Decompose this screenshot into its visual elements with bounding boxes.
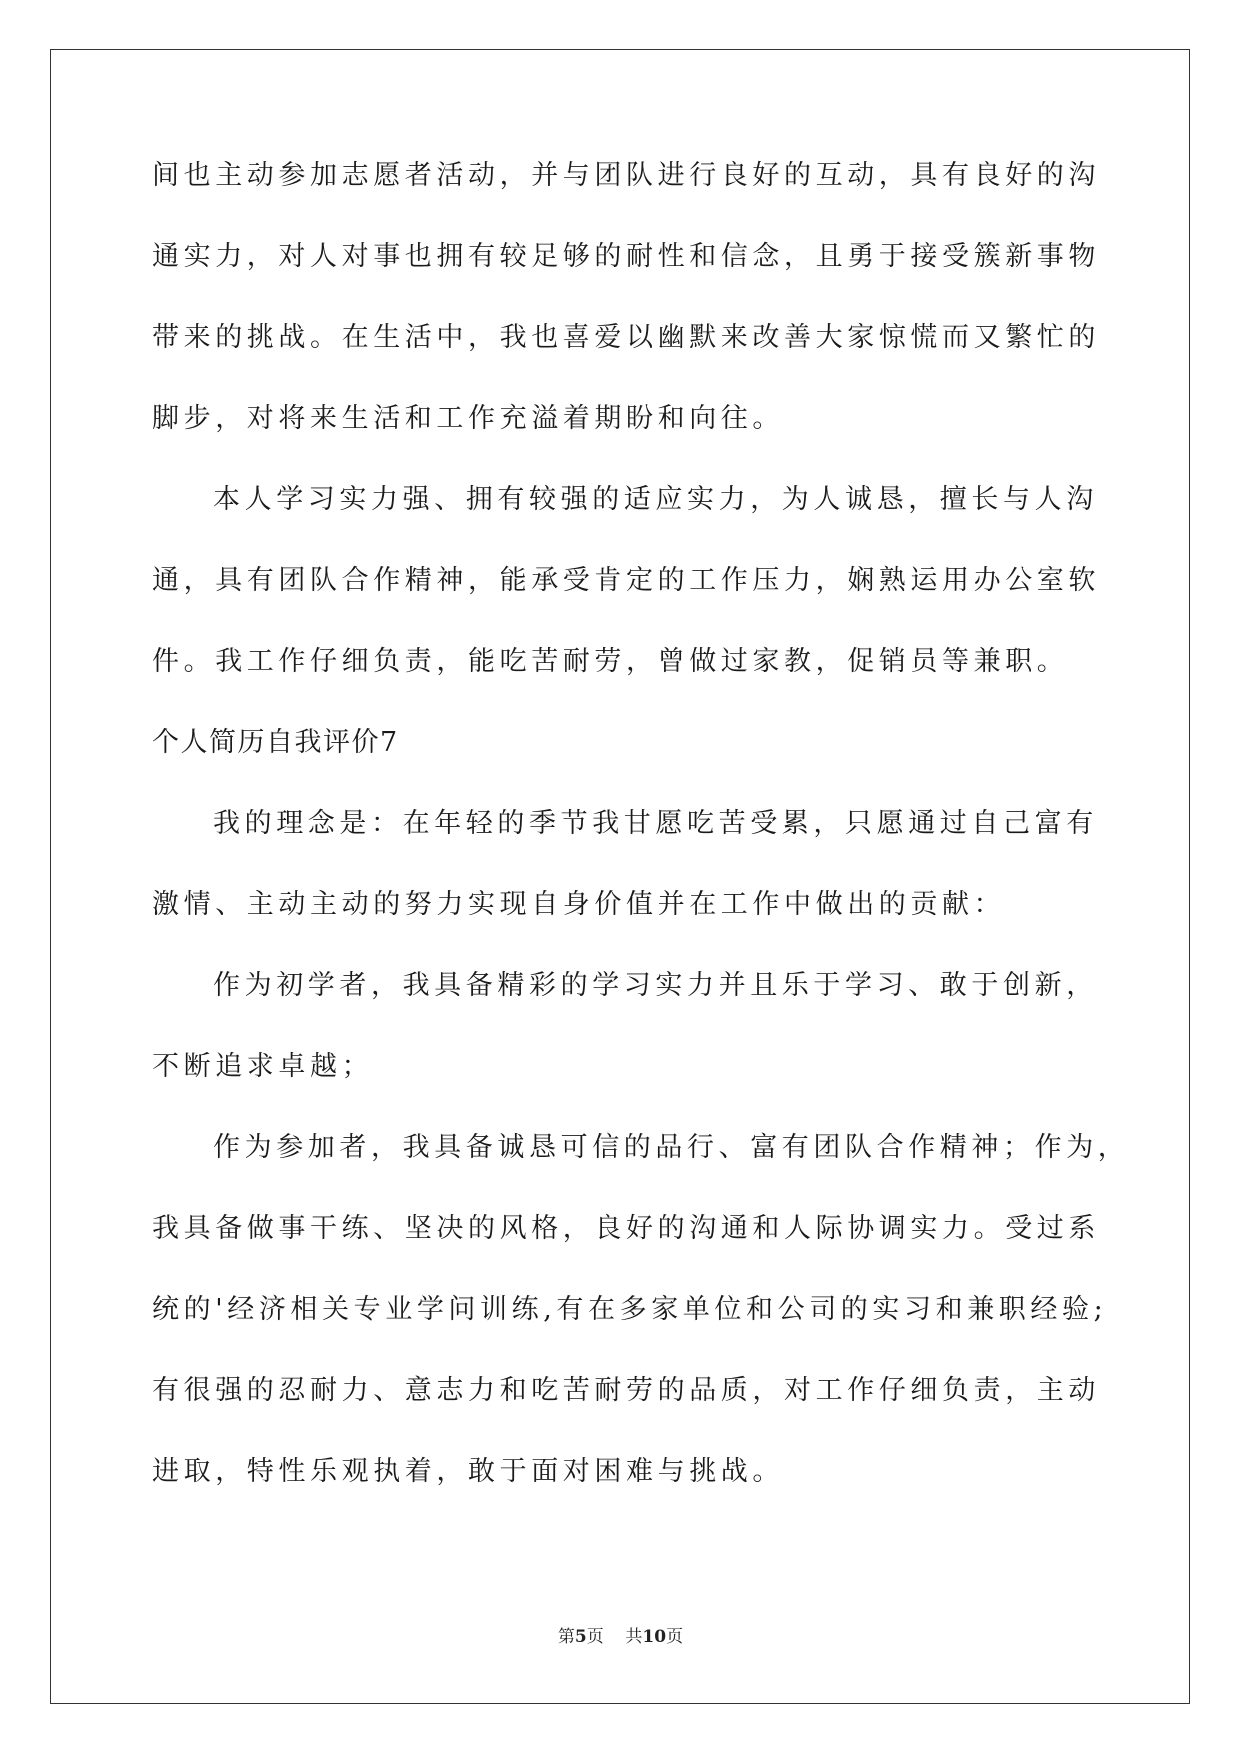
text-line: 有很强的忍耐力、意志力和吃苦耐劳的品质，对工作仔细负责，主动	[152, 1375, 1100, 1406]
text-line: 作为参加者，我具备诚恳可信的品行、富有团队合作精神；作为，	[213, 1132, 1130, 1163]
text-line: 我具备做事干练、坚决的风格，良好的沟通和人际协调实力。受过系	[152, 1213, 1100, 1244]
current-page-number: 5	[574, 1627, 587, 1647]
text-line: 激情、主动主动的努力实现自身价值并在工作中做出的贡献：	[152, 889, 1006, 920]
total-pages-number: 10	[642, 1627, 667, 1647]
text-line: 通实力，对人对事也拥有较足够的耐性和信念，且勇于接受簇新事物	[152, 241, 1100, 272]
text-line: 通，具有团队合作精神，能承受肯定的工作压力，娴熟运用办公室软	[152, 565, 1100, 596]
text-line: 我的理念是：在年轻的季节我甘愿吃苦受累，只愿通过自己富有	[213, 808, 1098, 839]
section-heading: 个人简历自我评价7	[152, 727, 399, 758]
text-line: 不断追求卓越；	[152, 1051, 374, 1082]
text-line: 进取，特性乐观执着，敢于面对困难与挑战。	[152, 1456, 784, 1487]
footer-total-suffix: 页	[666, 1627, 684, 1647]
text-line: 作为初学者，我具备精彩的学习实力并且乐于学习、敢于创新，	[213, 970, 1098, 1001]
footer-page-suffix: 页	[586, 1627, 604, 1647]
text-line: 本人学习实力强、拥有较强的适应实力，为人诚恳，擅长与人沟	[213, 484, 1098, 515]
text-line: 带来的挑战。在生活中，我也喜爱以幽默来改善大家惊慌而又繁忙的	[152, 322, 1100, 353]
text-line: 脚步，对将来生活和工作充溢着期盼和向往。	[152, 403, 784, 434]
text-line: 间也主动参加志愿者活动，并与团队进行良好的互动，具有良好的沟	[152, 160, 1100, 191]
text-line: 件。我工作仔细负责，能吃苦耐劳，曾做过家教，促销员等兼职。	[152, 646, 1069, 677]
page-footer	[0, 1626, 1241, 1648]
document-body	[152, 160, 1130, 1539]
text-line: 统的'经济相关专业学问训练,有在多家单位和公司的实习和兼职经验;	[152, 1294, 1108, 1325]
footer-total-prefix: 共	[625, 1627, 643, 1647]
footer-prefix: 第	[557, 1627, 575, 1647]
